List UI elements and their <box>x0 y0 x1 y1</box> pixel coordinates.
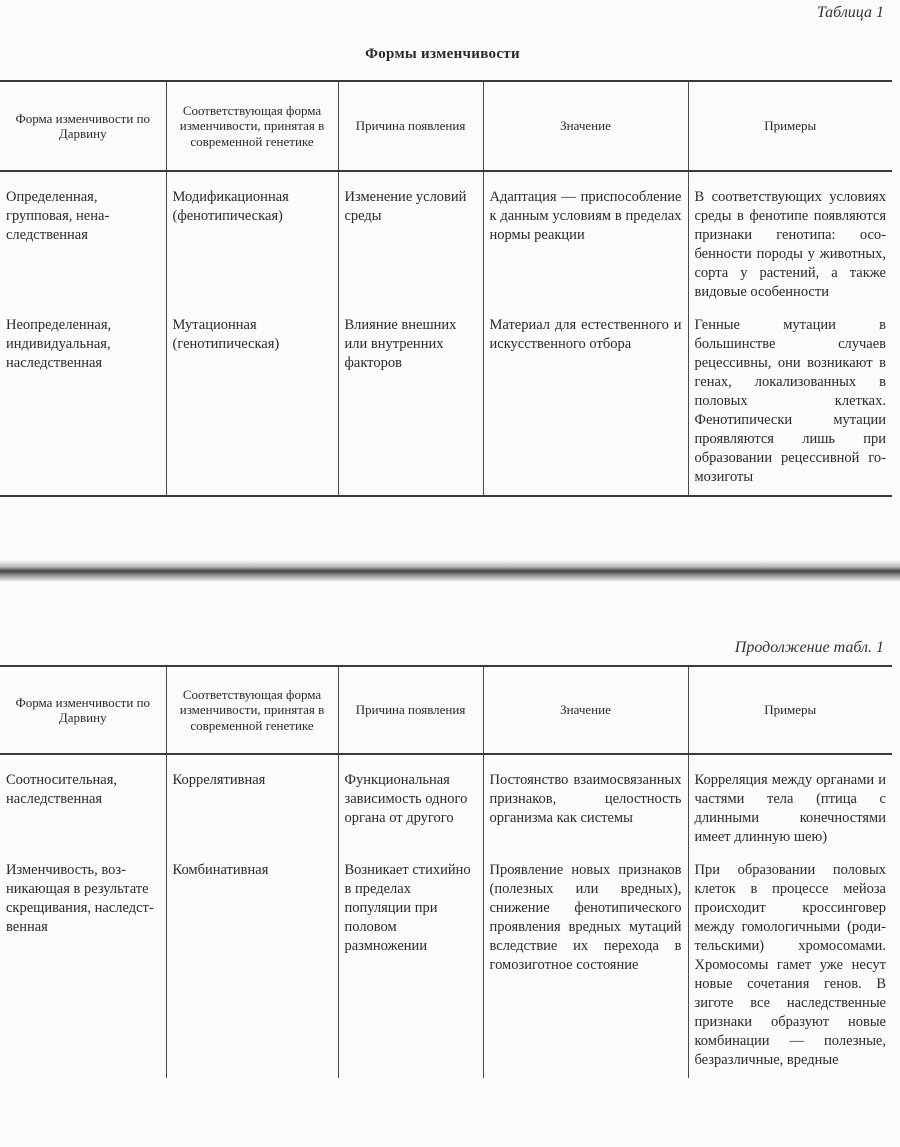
table1-title: Формы изменчивости <box>365 46 520 62</box>
table1-header-row <box>0 81 892 171</box>
cell-examples: Корреляция между органами и частями тела (птица с длинными конечностями имеет длинную шею) <box>688 754 892 855</box>
cell-darwin-form: Изменчивость, возникающая в результате скрещивания, наследственная <box>6 862 154 935</box>
header-cause: Причина появления <box>338 666 483 754</box>
cell-meaning: Материал для естественного и искусственного отбора <box>483 310 688 496</box>
table1-label: Таблица 1 <box>816 4 884 21</box>
table1-cont-label: Продолжение табл. 1 <box>734 639 884 656</box>
table1-cont-page <box>0 595 900 1147</box>
table1 <box>0 80 892 497</box>
header-darwin-form: Форма изменчивости по Дарвину <box>0 81 166 171</box>
header-cause: Причина появления <box>338 81 483 171</box>
table-row <box>0 171 892 310</box>
cell-meaning: Адаптация — приспособление к данным условиям в пределах нормы реакции <box>483 171 688 310</box>
page-divider <box>0 560 900 582</box>
cell-cause: Функциональная зависимость одного органа от другого <box>338 754 483 855</box>
table1-cont-header-row <box>0 666 892 754</box>
header-darwin-form: Форма изменчивости по Дарвину <box>0 666 166 754</box>
header-examples: Примеры <box>688 666 892 754</box>
cell-cause: Влияние внешних или внутренних факторов <box>338 310 483 496</box>
header-meaning: Значение <box>483 81 688 171</box>
cell-examples: В соответствующих условиях среды в фенотипе появляются признаки генотипа: особенности породы у животных, сорта у растений, а также видовые особенности <box>688 171 892 310</box>
cell-modern-form: Коррелятивная <box>166 754 338 855</box>
cell-modern-form: Мутационная (генотипическая) <box>166 310 338 496</box>
cell-modern-form: Комбинативная <box>166 855 338 1078</box>
cell-darwin-form: Неопределенная, индивидуальная, наследственная <box>0 310 166 496</box>
table-row <box>0 855 892 1078</box>
cell-darwin-form: Определенная, групповая, ненаследственная <box>6 189 110 243</box>
table1-cont <box>0 665 892 1078</box>
cell-cause: Возникает стихийно в пределах популяции при половом размножении <box>338 855 483 1078</box>
cell-cause: Изменение условий среды <box>338 171 483 310</box>
table-row <box>0 310 892 496</box>
header-examples: Примеры <box>688 81 892 171</box>
cell-modern-form: Модификационная (фенотипическая) <box>166 171 338 310</box>
header-modern-form: Соответствующая форма изменчивости, принятая в современной генетике <box>166 81 338 171</box>
cell-meaning: Постоянство взаимосвязанных признаков, целостность организма как системы <box>483 754 688 855</box>
cell-examples: Генные мутации в большинстве случаев рецессивны, они возникают в генах, локализованных в половых клетках. Фенотипически мутации проявляются лишь при образовании рецессивной гомозиготы <box>688 310 892 496</box>
cell-examples: При образовании половых клеток в процессе мейоза происходит кроссинговер между гомологичными (родительскими) хромосомами. Хромосомы гамет уже несут новые сочетания генов. В зиготе все наследственные признаки образуют новые комбинации — полезные, безразличные, вредные <box>688 855 892 1078</box>
cell-darwin-form: Соотносительная, наследственная <box>6 772 117 807</box>
header-modern-form: Соответствующая форма изменчивости, принятая в современной генетике <box>166 666 338 754</box>
table1-page <box>0 0 900 545</box>
header-meaning: Значение <box>483 666 688 754</box>
cell-meaning: Проявление новых признаков (полезных или вредных), снижение фенотипического проявления вредных мутаций вследствие их перехода в гомозиготное состояние <box>483 855 688 1078</box>
table-row <box>0 754 892 855</box>
